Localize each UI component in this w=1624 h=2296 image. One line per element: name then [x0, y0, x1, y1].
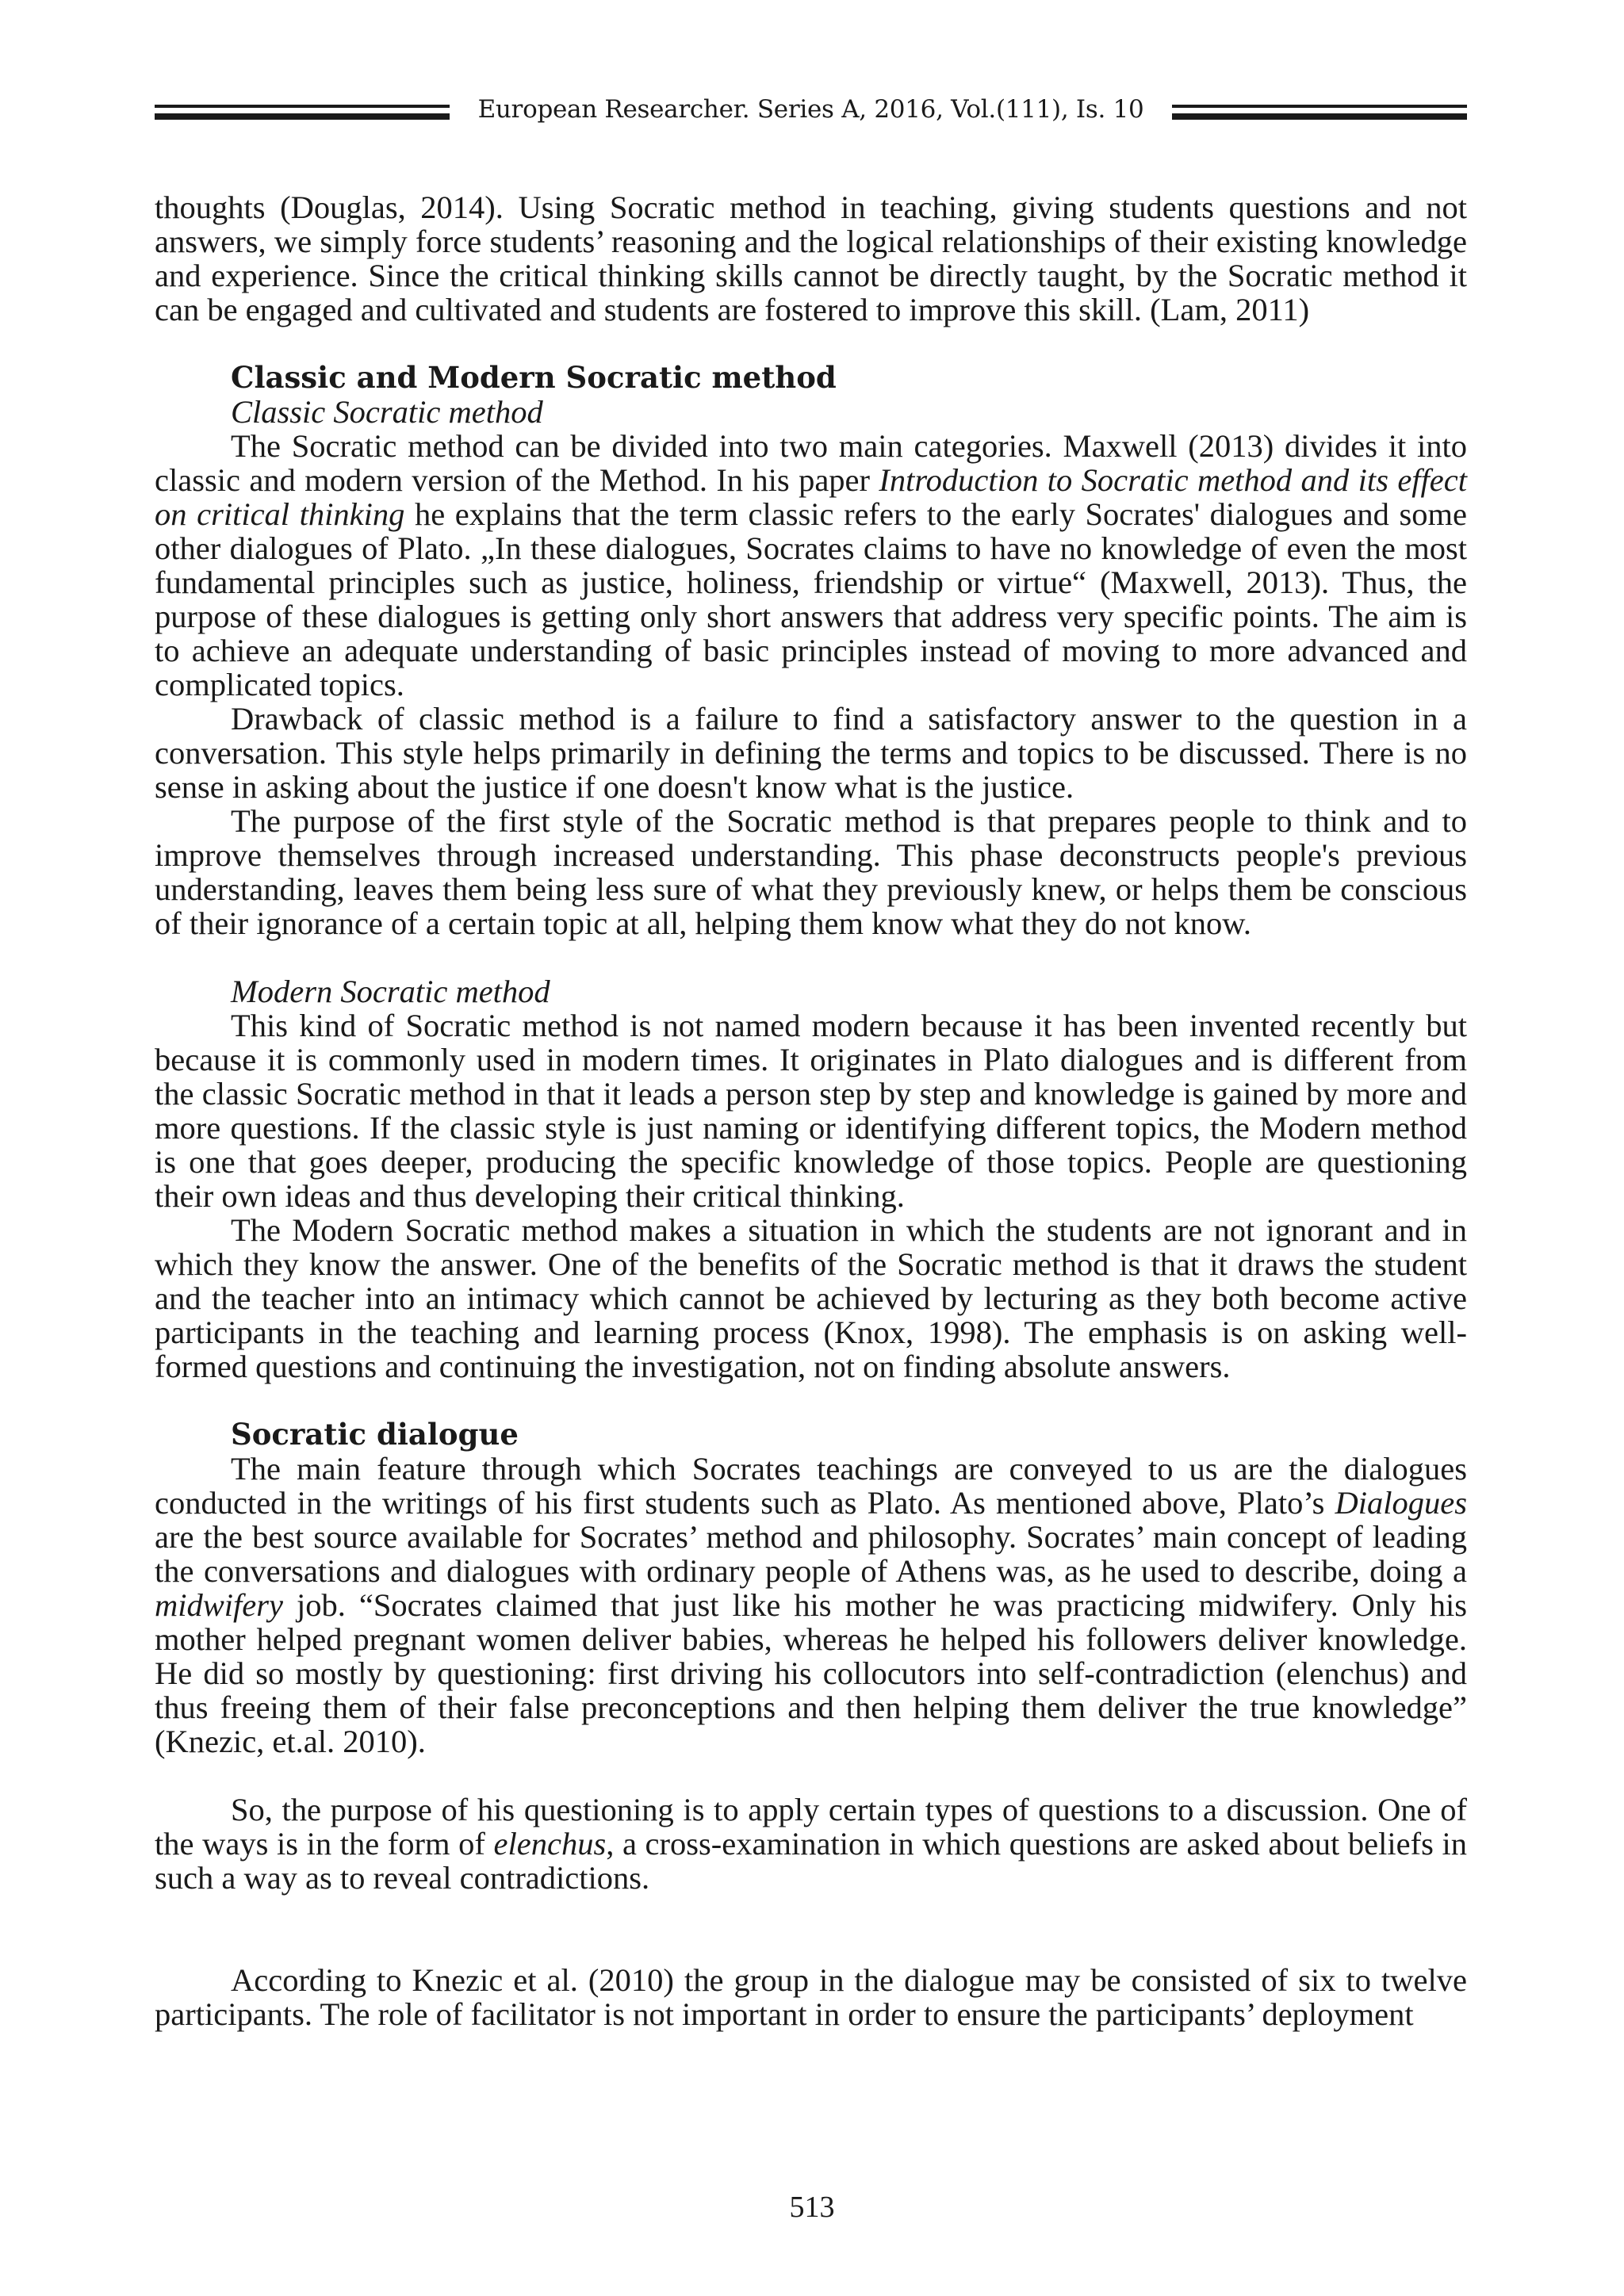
- page-number: 513: [789, 2191, 835, 2224]
- paragraph-classic-purpose: The purpose of the first style of the Socratic method is that prepares people to think and to improve themselves through increased understanding. This phase deconstructs people's previous understanding, leaves them being less sure of what they previously knew, or helps them be conscious of their ignorance of a certain topic at all, helping them know what they do not know.: [155, 803, 1467, 941]
- paragraph-continued: thoughts (Douglas, 2014). Using Socratic method in teaching, giving students questions and not answers, we simply force students’ reasoning and the logical relationships of their existing knowledge and experience. Since the critical thinking skills cannot be directly taught, by the Socratic method it can be engaged and cultivated and students are fostered to improve this skill. (Lam, 2011): [155, 189, 1467, 327]
- header-rule-left: [155, 105, 450, 121]
- running-title: European Researcher. Series A, 2016, Vol.(111), Is. 10: [477, 95, 1144, 124]
- article-body: [155, 190, 1467, 2031]
- subsection-heading-modern: Modern Socratic method: [231, 974, 550, 1009]
- header-rule-right: [1172, 105, 1467, 121]
- paper-title-italic: Introduction to Socratic method and its effect on critical thinking: [155, 462, 1468, 532]
- section-heading-classic-modern: Classic and Modern Socratic method: [231, 360, 837, 395]
- paragraph-dialogue-intro: The main feature through which Socrates teachings are conveyed to us are the dialogues conducted in the writings of his first students such as Plato. As mentioned above, Plato’s Dialogues are the best source available for Socrates’ method and philosophy. Socrates’ main concept of leading the conversations and dialogues with ordinary people of Athens was, as he used to describe, doing a midwifery job. “Socrates claimed that just like his mother he was practicing midwifery. Only his mother helped pregnant women deliver babies, whereas he helped his followers deliver knowledge. He did so mostly by questioning: first driving his collocutors into self-contradiction (elenchus) and thus freeing them of their false preconceptions and then helping them deliver the true knowledge” (Knezic, et.al. 2010).: [155, 1451, 1467, 1759]
- paragraph-group-size: According to Knezic et al. (2010) the group in the dialogue may be consisted of six to twelve participants. The role of facilitator is not important in order to ensure the participants’ deployment: [155, 1962, 1467, 2032]
- paragraph-modern-intro: This kind of Socratic method is not named modern because it has been invented recently but because it is commonly used in modern times. It originates in Plato dialogues and is different from the classic Socratic method in that it leads a person step by step and knowledge is gained by more and more questions. If the classic style is just naming or identifying different topics, the Modern method is one that goes deeper, producing the specific knowledge of those topics. People are questioning their own ideas and thus developing their critical thinking.: [155, 1008, 1467, 1214]
- running-header: [155, 94, 1467, 133]
- paragraph-questioning: So, the purpose of his questioning is to apply certain types of questions to a discussion. One of the ways is in the form of elenchus, a cross-examination in which questions are asked about beliefs in such a way as to reveal contradictions.: [155, 1792, 1467, 1896]
- paragraph-classic-intro: The Socratic method can be divided into two main categories. Maxwell (2013) divides it into classic and modern version of the Method. In his paper Introduction to Socratic method and its effect on critical thinking he explains that the term classic refers to the early Socrates' dialogues and some other dialogues of Plato. „In these dialogues, Socrates claims to have no knowledge of even the most fundamental principles such as justice, holiness, friendship or virtue“ (Maxwell, 2013). Thus, the purpose of these dialogues is getting only short answers that address very specific points. The aim is to achieve an adequate understanding of basic principles instead of moving to more advanced and complicated topics.: [155, 428, 1468, 702]
- section-heading-dialogue: Socratic dialogue: [231, 1417, 519, 1452]
- paragraph-classic-drawback: Drawback of classic method is a failure to find a satisfactory answer to the question in a conversation. This style helps primarily in defining the terms and topics to be discussed. There is no sense in asking about the justice if one doesn't know what is the justice.: [155, 701, 1467, 805]
- paragraph-modern-benefits: The Modern Socratic method makes a situation in which the students are not ignorant and in which they know the answer. One of the benefits of the Socratic method is that it draws the student and the teacher into an intimacy which cannot be achieved by lecturing as they both become active participants in the teaching and learning process (Knox, 1998). The emphasis is on asking well-formed questions and continuing the investigation, not on finding absolute answers.: [155, 1212, 1467, 1384]
- subsection-heading-classic: Classic Socratic method: [231, 394, 543, 430]
